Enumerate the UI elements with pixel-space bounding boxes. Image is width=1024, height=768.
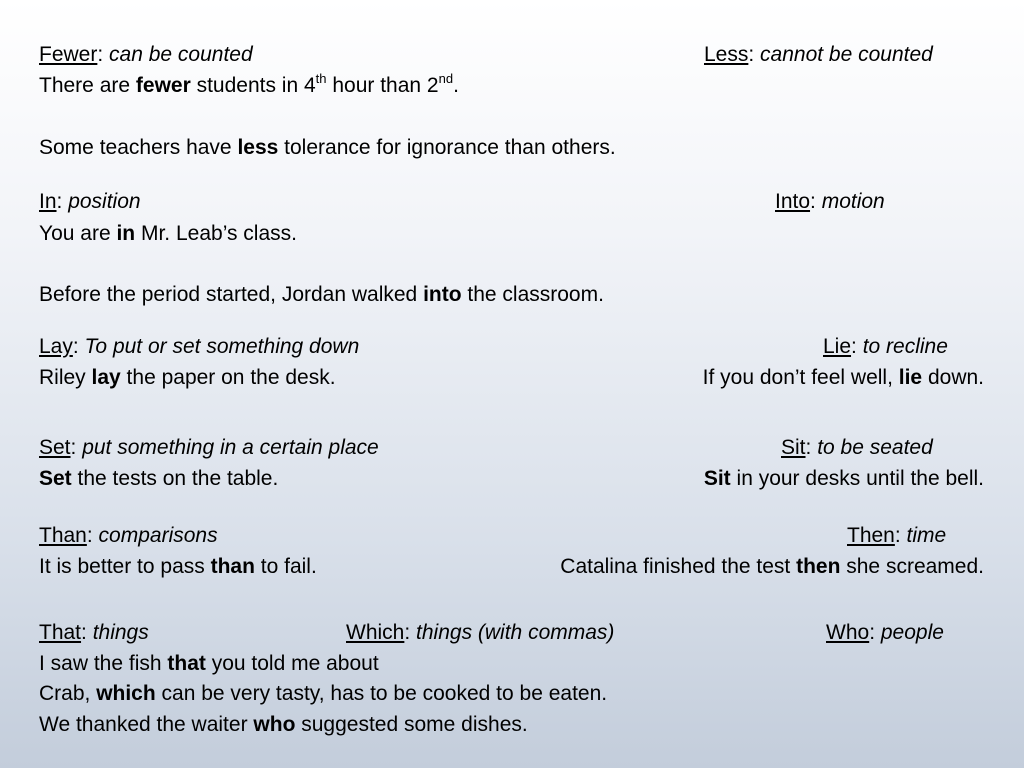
less-def: cannot be counted — [760, 43, 933, 66]
then-def: time — [906, 524, 947, 547]
lay-example: Riley lay the paper on the desk. — [39, 366, 336, 389]
lay-def: To put or set something down — [84, 335, 360, 358]
in-definition: In: position — [39, 190, 141, 213]
which-term: Which — [346, 621, 405, 644]
who-definition: Who: people — [826, 621, 944, 644]
fewer-definition: Fewer: can be counted — [39, 43, 253, 66]
than-example: It is better to pass than to fail. — [39, 555, 317, 578]
that-term: That — [39, 621, 82, 644]
lie-definition: Lie: to recline — [823, 335, 948, 358]
into-example: Before the period started, Jordan walked into the classroom. — [39, 283, 604, 306]
less-definition: Less: cannot be counted — [704, 43, 933, 66]
set-example: Set the tests on the table. — [39, 467, 279, 490]
in-def: position — [68, 190, 141, 213]
less-example: Some teachers have less tolerance for ignorance than others. — [39, 136, 616, 159]
in-example: You are in Mr. Leab’s class. — [39, 222, 297, 245]
that-def: things — [92, 621, 149, 644]
lie-example: If you don’t feel well, lie down. — [702, 366, 984, 389]
then-example: Catalina finished the test then she screamed. — [560, 555, 984, 578]
sit-term: Sit — [781, 436, 806, 459]
into-def: motion — [821, 190, 885, 213]
sit-definition: Sit: to be seated — [781, 436, 933, 459]
into-term: Into — [775, 190, 811, 213]
then-term: Then — [847, 524, 895, 547]
who-example: We thanked the waiter who suggested some dishes. — [39, 713, 528, 736]
than-def: comparisons — [98, 524, 218, 547]
sit-example: Sit in your desks until the bell. — [703, 467, 984, 490]
sit-def: to be seated — [817, 436, 933, 459]
who-term: Who — [826, 621, 870, 644]
set-definition: Set: put something in a certain place — [39, 436, 379, 459]
which-def: things (with commas) — [416, 621, 615, 644]
who-def: people — [880, 621, 944, 644]
lie-def: to recline — [862, 335, 948, 358]
then-definition: Then: time — [847, 524, 947, 547]
fewer-term: Fewer — [39, 43, 98, 66]
lay-term: Lay — [39, 335, 73, 358]
than-term: Than — [39, 524, 87, 547]
set-def: put something in a certain place — [82, 436, 379, 459]
fewer-def: can be counted — [109, 43, 253, 66]
which-definition: Which: things (with commas) — [346, 621, 615, 644]
lie-term: Lie — [823, 335, 852, 358]
fewer-example: There are fewer students in 4th hour than 2nd. — [39, 71, 459, 97]
less-term: Less — [704, 43, 749, 66]
that-definition: That: things — [39, 621, 149, 644]
into-definition: Into: motion — [775, 190, 885, 213]
than-definition: Than: comparisons — [39, 524, 218, 547]
set-term: Set — [39, 436, 71, 459]
in-term: In — [39, 190, 57, 213]
that-example: I saw the fish that you told me about — [39, 652, 379, 675]
lay-definition: Lay: To put or set something down — [39, 335, 360, 358]
which-example: Crab, which can be very tasty, has to be cooked to be eaten. — [39, 682, 608, 705]
